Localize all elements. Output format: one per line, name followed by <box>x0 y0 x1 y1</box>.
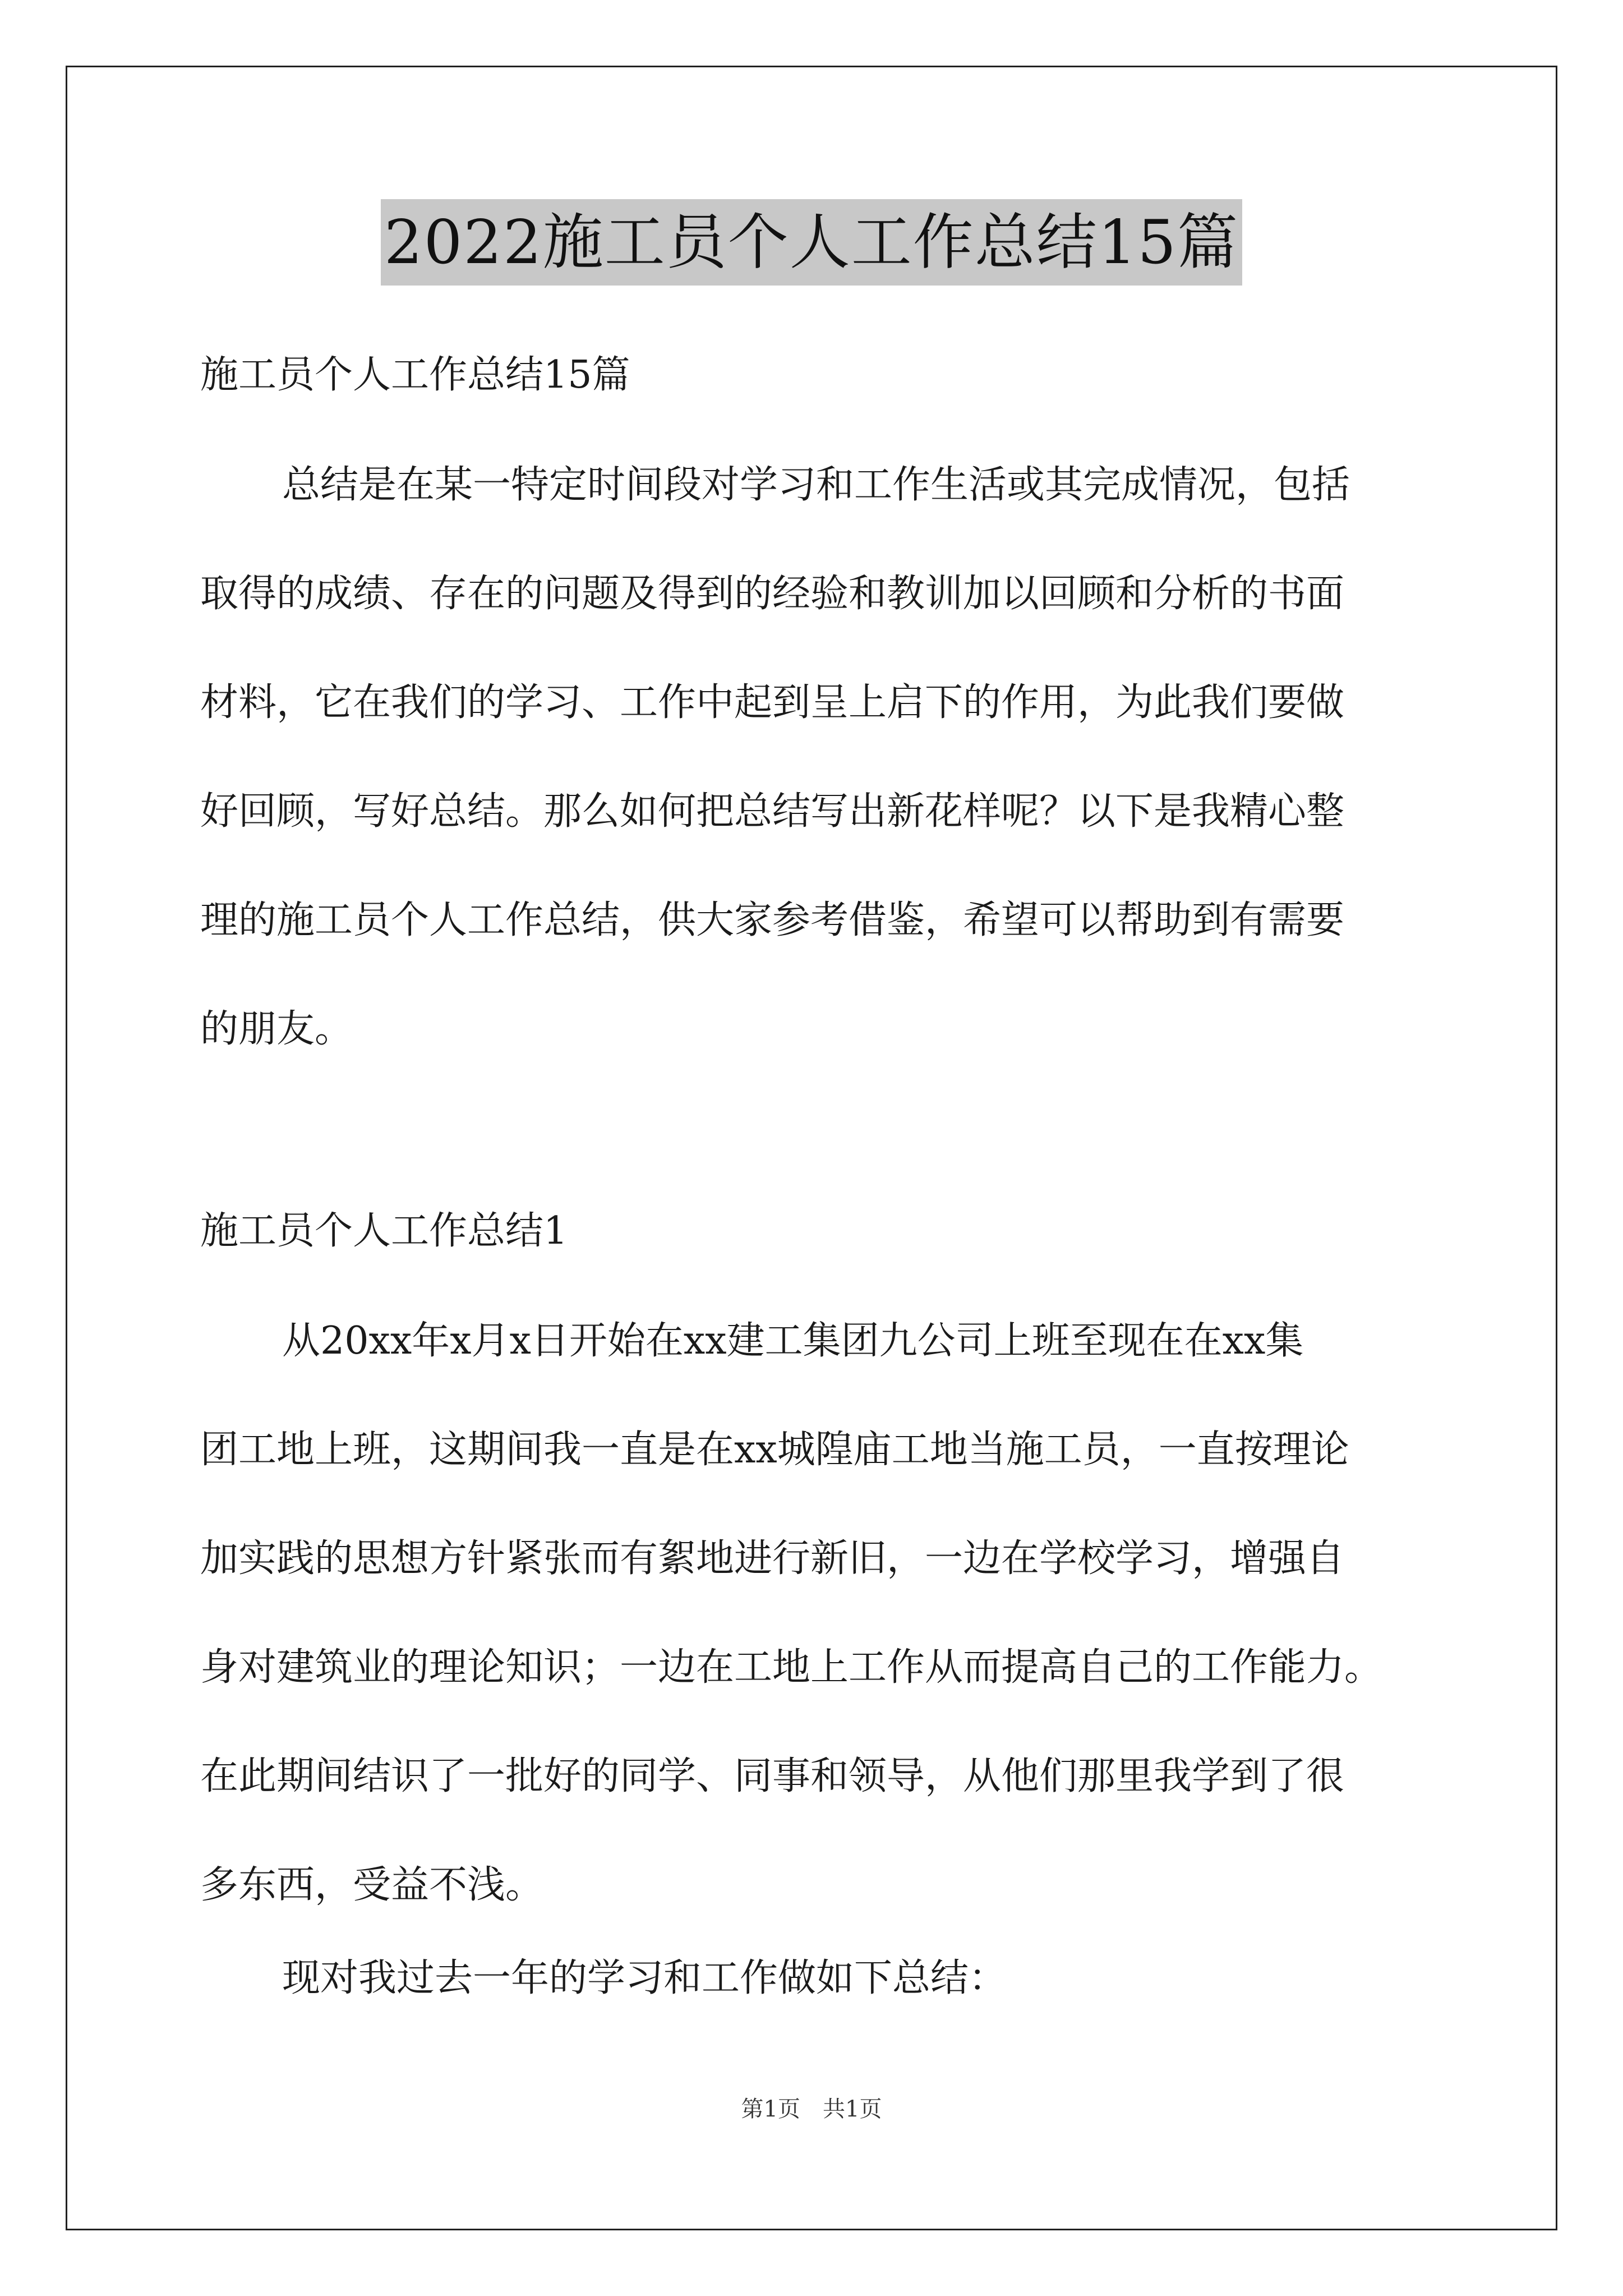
intro-line-1: 总结是在某一特定时间段对学习和工作生活或其完成情况，包括 <box>282 463 1350 507</box>
title-container <box>0 199 1623 286</box>
page-number: 第1页 共1页 <box>741 2096 882 2122</box>
intro-line-5: 理的施工员个人工作总结，供大家参考借鉴，希望可以帮助到有需要 <box>200 898 1345 942</box>
section-1-line-2: 团工地上班，这期间我一直是在xx城隍庙工地当施工员，一直按理论 <box>200 1428 1349 1472</box>
subtitle-line: 施工员个人工作总结15篇 <box>200 353 630 397</box>
section-1-heading <box>200 1177 1434 1286</box>
summary-line: 现对我过去一年的学习和工作做如下总结： <box>282 1956 1007 2000</box>
intro-line-4: 好回顾，写好总结。那么如何把总结写出新花样呢？以下是我精心整 <box>200 789 1345 834</box>
section-1-paragraph <box>200 1287 1434 1940</box>
section-1-line-5: 在此期间结识了一批好的同学、同事和领导，从他们那里我学到了很 <box>200 1754 1345 1798</box>
section-heading-line: 施工员个人工作总结1 <box>200 1209 568 1253</box>
section-1-line-1: 从20xx年x月x日开始在xx建工集团九公司上班至现在在xx集 <box>282 1319 1304 1363</box>
section-1-line-6: 多东西，受益不浅。 <box>200 1863 544 1907</box>
section-1-summary <box>200 1924 1434 2033</box>
intro-line-3: 材料，它在我们的学习、工作中起到呈上启下的作用，为此我们要做 <box>200 680 1345 725</box>
intro-line-6: 的朋友。 <box>200 1007 353 1051</box>
intro-paragraph <box>200 431 1434 1084</box>
document-subtitle <box>200 321 1434 430</box>
section-1-line-3: 加实践的思想方针紧张而有絮地进行新旧，一边在学校学习，增强自 <box>200 1536 1345 1581</box>
intro-line-2: 取得的成绩、存在的问题及得到的经验和教训加以回顾和分析的书面 <box>200 572 1345 616</box>
page-footer <box>0 2092 1623 2126</box>
section-1-line-4: 身对建筑业的理论知识；一边在工地上工作从而提高自己的工作能力。 <box>200 1645 1383 1690</box>
document-title: 2022施工员个人工作总结15篇 <box>381 199 1242 286</box>
